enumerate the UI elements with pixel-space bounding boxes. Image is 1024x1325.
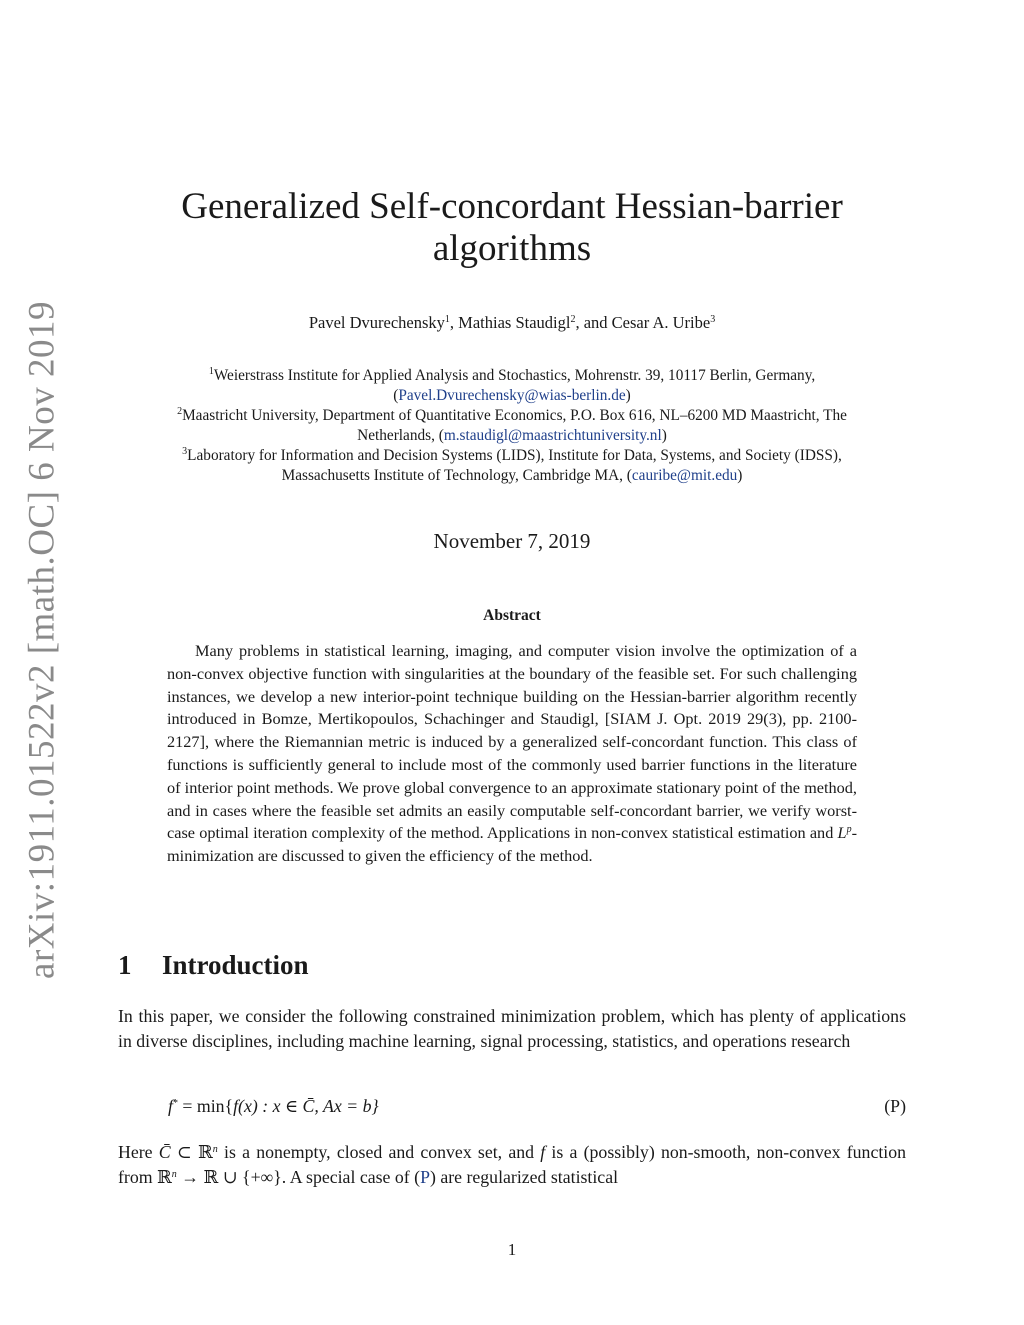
title-line-1: Generalized Self-concordant Hessian-barrier bbox=[181, 186, 843, 227]
paper-title bbox=[0, 186, 1024, 270]
publication-date: November 7, 2019 bbox=[433, 529, 591, 553]
affiliation-list bbox=[0, 366, 1024, 486]
paragraph-text: ⊂ ℝ bbox=[170, 1142, 213, 1162]
affiliation-text: Laboratory for Information and Decision Systems (LIDS), Institute for Data, Systems, and Society (IDSS), bbox=[187, 447, 842, 464]
math-superscript: n bbox=[212, 1144, 218, 1155]
abstract-sentence: -minimization are discussed to given the efficiency of the method. bbox=[167, 823, 857, 866]
author-separator: , bbox=[449, 313, 459, 332]
math-symbol: L bbox=[837, 823, 847, 843]
affiliation-3 bbox=[0, 446, 1024, 486]
abstract-sentence: Many problems in statistical learning, imaging, and computer vision involve the optimization of a non-convex objective function with singularities at the boundary of the feasible set. For such challenging instances, we develop a new interior-point technique building on the Hessian-barrier algorithm recently introduced in Bomze, Mertikopoulos, Schachinger and Staudigl, [SIAM J. Opt. 2019 29(3), pp. 2100-2127], where the Riemannian metric is induced by a generalized self-concordant function. This class of functions is sufficiently general to include most of the commonly used barrier functions in the literature of interior point methods. We prove global convergence to an approximate stationary point of the method, and in cases where the feasible set admits an easily computable self-concordant barrier, we verify worst-case optimal iteration complexity of the method. Applications in non-convex statistical estimation and bbox=[167, 641, 857, 843]
affiliation-text: Netherlands, ( bbox=[357, 427, 444, 444]
email-link[interactable]: m.staudigl@maastrichtuniversity.nl bbox=[443, 427, 662, 444]
affiliation-text: ) bbox=[737, 467, 743, 484]
math-superscript: * bbox=[172, 1098, 178, 1109]
author-name: Pavel Dvurechensky bbox=[308, 313, 445, 332]
paragraph-text: is a (possibly) non-smooth, non-convex function from ℝ bbox=[118, 1142, 907, 1187]
math-symbol: f bbox=[233, 1096, 239, 1116]
paragraph-text: is a nonempty, closed and convex set, and bbox=[217, 1142, 541, 1162]
author-name: Mathias Staudigl bbox=[458, 313, 571, 332]
title-line-2: algorithms bbox=[432, 228, 592, 269]
equation-p bbox=[168, 1096, 379, 1117]
affiliation-text: ) bbox=[661, 427, 667, 444]
equation-label: (P) bbox=[884, 1096, 906, 1116]
affiliation-mark: 3 bbox=[182, 446, 188, 457]
page-number: 1 bbox=[507, 1240, 517, 1259]
math-symbol: C̄ bbox=[158, 1142, 171, 1162]
affiliation-text: Weierstrass Institute for Applied Analysis and Stochastics, Mohrenstr. 39, 10117 Berlin, Germany, bbox=[213, 367, 816, 384]
affiliation-2 bbox=[0, 406, 1024, 446]
math-text: , Ax = b} bbox=[314, 1096, 379, 1116]
section-title: Introduction bbox=[162, 950, 309, 980]
author-affiliation-mark: 3 bbox=[710, 314, 716, 325]
affiliation-mark: 1 bbox=[208, 366, 214, 377]
affiliation-mark: 2 bbox=[177, 406, 183, 417]
author-affiliation-mark: 2 bbox=[570, 314, 576, 325]
email-link[interactable]: cauribe@mit.edu bbox=[631, 467, 738, 484]
continuation-paragraph bbox=[118, 1140, 906, 1189]
affiliation-text: Massachusetts Institute of Technology, Cambridge MA, ( bbox=[281, 467, 632, 484]
paragraph-text: → ℝ ∪ {+∞}. A special case of ( bbox=[176, 1166, 421, 1187]
math-symbol: f bbox=[168, 1096, 173, 1116]
equation-reference-link[interactable]: P bbox=[420, 1166, 430, 1187]
math-text: (x) : x ∈ bbox=[238, 1096, 303, 1116]
section-number: 1 bbox=[118, 950, 132, 980]
abstract-heading: Abstract bbox=[483, 607, 541, 624]
math-superscript: p bbox=[846, 824, 852, 836]
email-link[interactable]: Pavel.Dvurechensky@wias-berlin.de bbox=[398, 387, 626, 404]
author-affiliation-mark: 1 bbox=[444, 314, 450, 325]
author-list bbox=[0, 313, 1024, 333]
author-name: Cesar A. Uribe bbox=[611, 313, 711, 332]
math-superscript: n bbox=[171, 1168, 177, 1180]
affiliation-1 bbox=[0, 366, 1024, 406]
math-symbol: f bbox=[540, 1142, 546, 1162]
intro-paragraph: In this paper, we consider the following constrained minimization problem, which has plenty of applications in diverse disciplines, including machine learning, signal processing, statistics, and operations research bbox=[118, 1006, 906, 1051]
abstract-text bbox=[167, 640, 857, 868]
section-heading bbox=[118, 950, 309, 981]
math-text: = min{ bbox=[177, 1096, 234, 1116]
arxiv-identifier-stamp: arXiv:1911.01522v2 [math.OC] 6 Nov 2019 bbox=[21, 301, 63, 979]
paragraph-text: Here bbox=[118, 1142, 159, 1162]
affiliation-text: ) bbox=[625, 387, 631, 404]
author-separator: , and bbox=[575, 313, 612, 332]
affiliation-text: Maastricht University, Department of Quantitative Economics, P.O. Box 616, NL–6200 MD Maastricht, The bbox=[182, 407, 847, 424]
affiliation-text: ( bbox=[393, 387, 399, 404]
math-symbol: C̄ bbox=[302, 1096, 315, 1116]
paragraph-text: ) are regularized statistical bbox=[429, 1166, 619, 1187]
